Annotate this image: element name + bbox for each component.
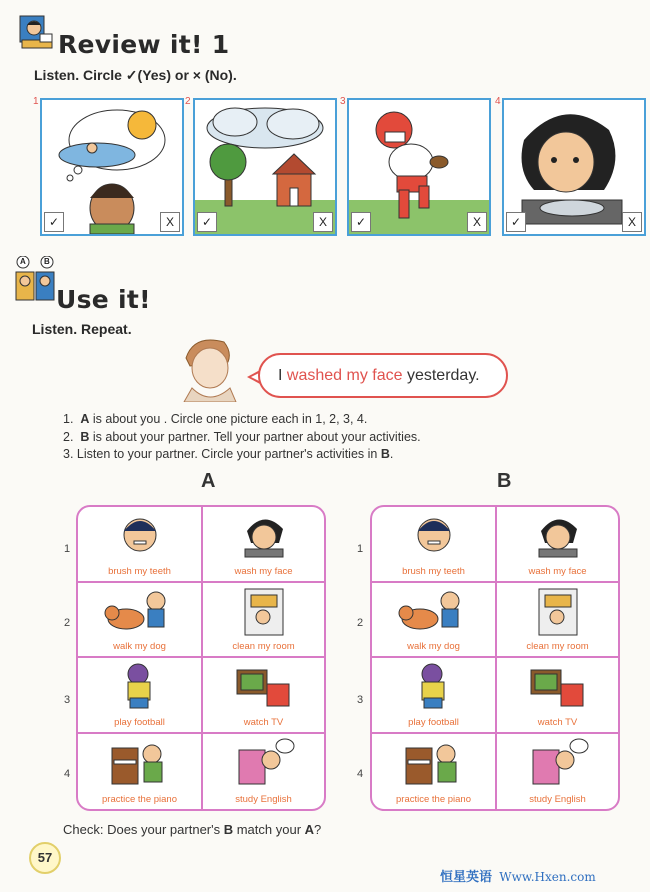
activity-cell[interactable] <box>78 658 201 734</box>
activity-cell[interactable] <box>495 658 618 734</box>
activity-cell[interactable] <box>495 507 618 583</box>
row-number: 3 <box>357 694 364 706</box>
yes-checkbox[interactable]: ✓ <box>506 212 526 232</box>
icon-label-b: B <box>44 257 50 266</box>
activity-label: practice the piano <box>102 794 177 805</box>
speech-post: yesterday. <box>402 367 480 384</box>
row-number: 4 <box>64 768 71 780</box>
activity-label: clean my room <box>526 641 589 652</box>
activity-cell[interactable] <box>372 734 495 810</box>
row-number: 4 <box>357 768 364 780</box>
activity-label: play football <box>408 716 459 728</box>
row-number: 2 <box>357 617 364 629</box>
review-instruction: Listen. Circle ✓(Yes) or × (No). <box>34 67 237 83</box>
picture-number: 3 <box>340 96 346 107</box>
picture-4-girl-washing-face <box>502 98 646 236</box>
activity-cell[interactable] <box>201 734 324 810</box>
activity-grid-a <box>76 505 326 811</box>
grid-b-label: B <box>497 470 512 492</box>
activity-label: watch TV <box>243 716 284 728</box>
activity-label: walk my dog <box>113 641 166 652</box>
activity-cell[interactable] <box>201 583 324 659</box>
no-checkbox[interactable]: X <box>160 212 180 232</box>
yes-checkbox[interactable]: ✓ <box>197 212 217 232</box>
activity-cell[interactable] <box>201 658 324 734</box>
activity-cell[interactable] <box>201 507 324 583</box>
activity-cell[interactable] <box>78 734 201 810</box>
activity-cell[interactable] <box>495 734 618 810</box>
row-number: 2 <box>64 617 71 629</box>
review-title: Review it! 1 <box>58 30 230 59</box>
activity-cell[interactable] <box>372 583 495 659</box>
activity-label: walk my dog <box>407 641 460 652</box>
activity-label: study English <box>235 794 292 805</box>
activity-grid-b <box>370 505 620 811</box>
activity-label: practice the piano <box>396 794 471 805</box>
row-number: 1 <box>357 543 364 555</box>
grid-a-label: A <box>201 470 216 492</box>
picture-3-football-player <box>347 98 491 236</box>
activity-cell[interactable] <box>372 658 495 734</box>
page-number: 57 <box>29 842 61 874</box>
activity-cell[interactable] <box>495 583 618 659</box>
picture-1-dream <box>40 98 184 236</box>
boy-avatar <box>180 336 238 402</box>
activity-label: clean my room <box>232 641 295 652</box>
row-number: 1 <box>64 543 71 555</box>
steps-list <box>63 411 421 464</box>
use-it-instruction: Listen. Repeat. <box>32 321 132 337</box>
activity-cell[interactable] <box>372 507 495 583</box>
check-question: Check: Does your partner's B match your A? <box>63 822 322 837</box>
speech-bubble <box>258 353 508 398</box>
watermark-url: Www.Hxen.com <box>499 870 596 884</box>
no-checkbox[interactable]: X <box>467 212 487 232</box>
no-checkbox[interactable]: X <box>313 212 333 232</box>
speech-pre: I <box>278 367 287 384</box>
activity-cell[interactable] <box>78 507 201 583</box>
picture-number: 2 <box>185 96 191 107</box>
step-2: 2. B is about your partner. Tell your partner about your activities. <box>63 429 421 444</box>
yes-checkbox[interactable]: ✓ <box>351 212 371 232</box>
activity-label: watch TV <box>537 716 578 728</box>
watermark-cn: 恒星英语 <box>440 869 493 884</box>
no-checkbox[interactable]: X <box>622 212 642 232</box>
activity-label: brush my teeth <box>108 565 171 577</box>
review-reading-icon <box>18 14 54 52</box>
activity-label: play football <box>114 716 165 728</box>
speech-highlight: washed my face <box>286 367 403 384</box>
use-it-title: Use it! <box>56 285 151 314</box>
picture-2-cloudy-house <box>193 98 337 236</box>
picture-number: 4 <box>495 96 501 107</box>
step-1: 1. A is about you . Circle one picture each in 1, 2, 3, 4. <box>63 412 368 426</box>
watermark <box>440 866 596 885</box>
activity-cell[interactable] <box>78 583 201 659</box>
row-number: 3 <box>64 694 71 706</box>
picture-number: 1 <box>33 96 39 107</box>
activity-label: study English <box>529 794 586 805</box>
activity-label: brush my teeth <box>402 565 465 577</box>
activity-label: wash my face <box>234 565 293 577</box>
yes-checkbox[interactable]: ✓ <box>44 212 64 232</box>
icon-label-a: A <box>20 257 26 266</box>
step-3: 3. Listen to your partner. Circle your partner's activities in B. <box>63 447 394 461</box>
activity-label: wash my face <box>528 565 587 577</box>
